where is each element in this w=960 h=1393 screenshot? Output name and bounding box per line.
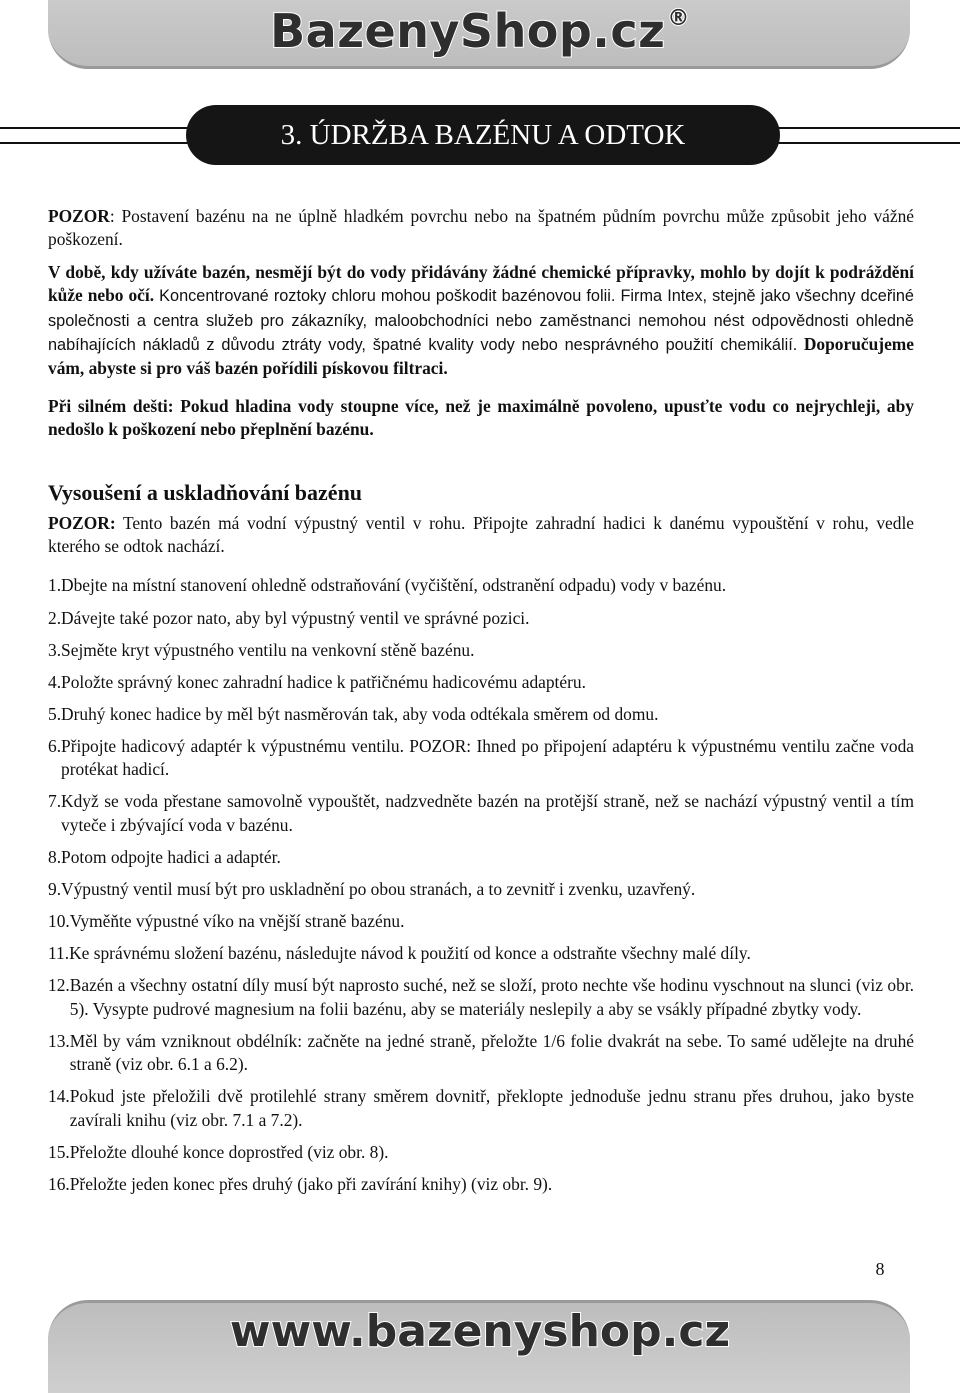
drying-heading: Vysoušení a uskladňování bazénu xyxy=(48,479,363,505)
section-title: 3. ÚDRŽBA BAZÉNU A ODTOK xyxy=(186,105,780,165)
step-item: 13. Měl by vám vzniknout obdélník: začněte na jedné straně, přeložte 1/6 folie dvakrát na sebe. To samé udělejte na druhé straně (viz obr. 6.1 a 6.2). xyxy=(48,1030,914,1075)
step-item: 4. Položte správný konec zahradní hadice k patřičnému hadicovému adaptéru. xyxy=(48,671,586,692)
step-item: 1. Dbejte na místní stanovení ohledně odstraňování (vyčištění, odstranění odpadu) vody v bazénu. xyxy=(48,575,727,596)
step-item: 3. Sejměte kryt výpustného ventilu na venkovní stěně bazénu. xyxy=(48,639,475,660)
step-item: 14. Pokud jste přeložili dvě protilehlé strany směrem dovnitř, překlopte jednoduše jednu stranu přes druhou, jako byste zavírali knihu (viz obr. 7.1 a 7.2). xyxy=(48,1086,914,1130)
step-item: 6. Připojte hadicový adaptér k výpustnému ventilu. POZOR: Ihned po připojení adaptéru k výpustnému ventilu začne voda protékat hadicí. xyxy=(48,735,914,780)
step-item: 7. Když se voda přestane samovolně vypouštět, nadzvedněte bazén na protější straně, než se nachází výpustný ventil a tím vyteče i zbývající voda v bazénu. xyxy=(48,791,914,835)
step-item: 9. Výpustný ventil musí být pro uskladnění po obou stranách, a to zevnitř i zvenku, uzavřený. xyxy=(48,879,696,900)
rain-warning: Při silném dešti: Pokud hladina vody stoupne více, než je maximálně povoleno, upusťte vodu co nejrychleji, aby nedošlo k poškození nebo přeplnění bazénu. xyxy=(48,395,914,440)
step-item: 16. Přeložte jeden konec přes druhý (jako při zavírání knihy) (viz obr. 9). xyxy=(48,1173,553,1194)
liability-text: Firma Intex, stejně jako všechny dceřiné společnosti a centra služeb pro zákazníky, maloobchodníci nebo zaměstnanci nemohou nést odpovědnosti ohledně nabíhajících nákladů z důvodu ztráty vody, špatné kvality vody nebo nesprávného použití chemikálií. xyxy=(48,287,914,355)
step-item: 8. Potom odpojte hadici a adaptér. xyxy=(48,846,281,867)
step-item: 5. Druhý konec hadice by měl být nasměrován tak, aby voda odtékala směrem od domu. xyxy=(48,703,659,724)
warning-paragraph xyxy=(48,205,914,252)
warning-text: : Postavení bazénu na ne úplně hladkém povrchu nebo na špatném půdním povrchu může způsobit jeho vážné poškození. xyxy=(48,206,914,250)
step-item: 11. Ke správnému složení bazénu, následujte návod k použití od konce a odstraňte všechny malé díly. xyxy=(48,943,751,964)
warning-label: POZOR xyxy=(48,206,110,226)
footer-url: www.bazenyshop.cz xyxy=(229,1306,731,1357)
page-number: 8 xyxy=(875,1259,885,1279)
drain-note-text: Tento bazén má vodní výpustný ventil v rohu. Připojte zahradní hadici k danému vypouštění v rohu, vedle kterého se odtok nachází. xyxy=(48,512,914,557)
chemicals-paragraph xyxy=(48,261,914,381)
brand-logo xyxy=(0,0,960,62)
drain-note xyxy=(48,512,914,559)
filtration-recommendation: Doporučujeme vám, abyste si pro váš bazén pořídili pískovou filtraci. xyxy=(48,334,914,379)
chemicals-warning: V době, kdy užíváte bazén, nesmějí být do vody přidávány žádné chemické přípravky, mohlo by dojít k podráždění kůže nebo očí. xyxy=(48,261,914,306)
step-item: 12. Bazén a všechny ostatní díly musí být naprosto suché, než se složí, proto nechte vše hodinu vyschnout na slunci (viz obr. 5). Vysypte pudrové magnesium na folii bazénu, aby se materiály neslepily a aby se vsákly případné zbytky vody. xyxy=(48,975,914,1019)
steps-list xyxy=(48,574,914,1196)
step-item: 2. Dávejte také pozor nato, aby byl výpustný ventil ve správné pozici. xyxy=(48,607,530,628)
chlorine-note: Koncentrované roztoky chloru mohou poškodit bazénovou folii. xyxy=(154,287,616,306)
page-content xyxy=(48,205,914,1205)
drain-note-label: POZOR: xyxy=(48,512,116,533)
registered-mark: ® xyxy=(667,6,690,31)
step-item: 15. Přeložte dlouhé konce doprostřed (viz obr. 8). xyxy=(48,1141,389,1162)
brand-name: BazenyShop.cz xyxy=(270,4,666,58)
step-item: 10. Vyměňte výpustné víko na vnější straně bazénu. xyxy=(48,911,405,932)
